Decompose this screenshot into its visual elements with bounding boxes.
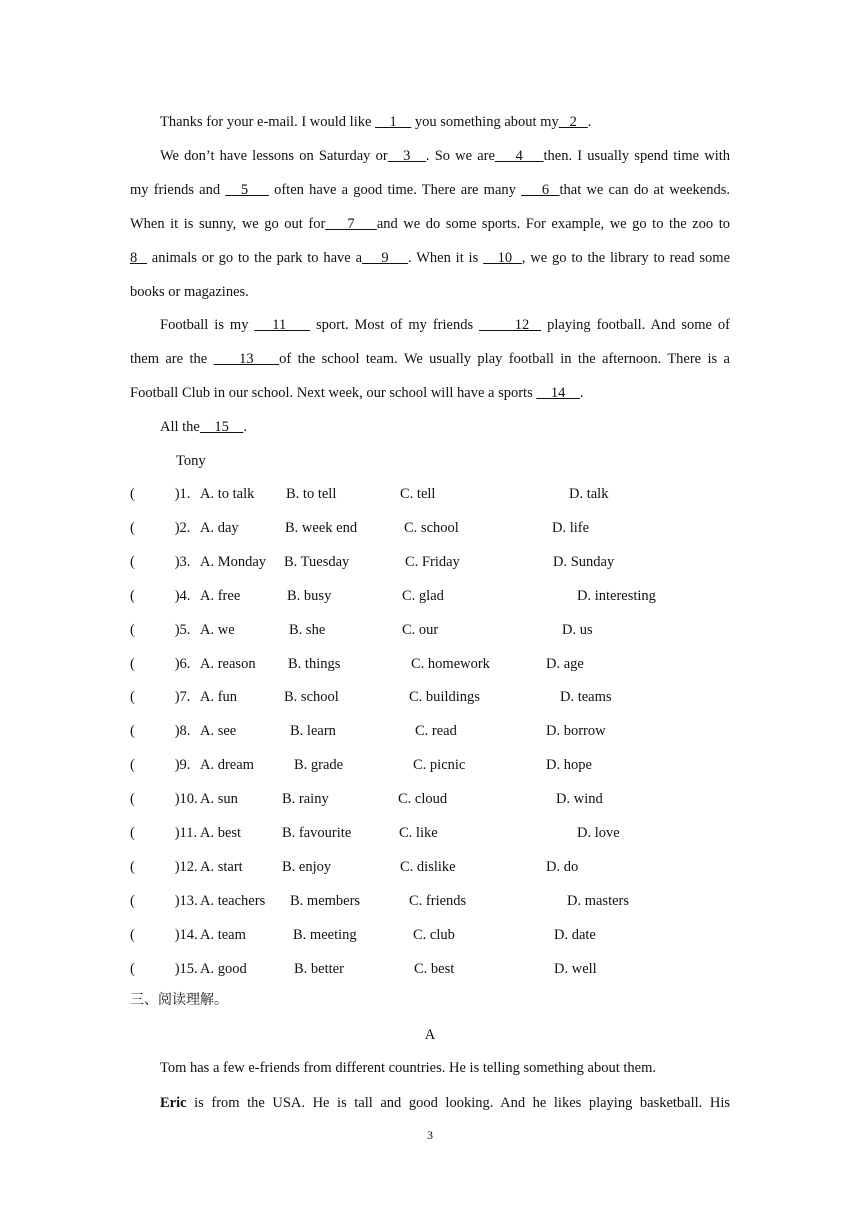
option-c: C. Friday xyxy=(405,553,460,570)
text: you something about my xyxy=(411,114,559,130)
blank-12: 12 xyxy=(479,317,542,333)
option-d: D. do xyxy=(546,858,579,875)
letter-paragraph-2-line-3 xyxy=(130,214,730,234)
option-a: A. teachers xyxy=(200,892,266,909)
option-d: D. wind xyxy=(556,791,603,808)
question-number: ( )12. xyxy=(130,858,198,875)
text: Football is my xyxy=(160,317,255,333)
option-a: A. team xyxy=(200,926,246,943)
option-b: B. better xyxy=(294,960,344,977)
text: and we do some sports. For example, we go to the zoo to xyxy=(376,216,730,232)
option-b: B. to tell xyxy=(286,486,337,502)
blank-11: 11 xyxy=(254,317,311,333)
option-row xyxy=(130,620,730,640)
passage-intro: Tom has a few e-friends from different countries. He is telling something about them. xyxy=(160,1060,657,1076)
option-b: B. meeting xyxy=(293,926,357,943)
option-d: D. teams xyxy=(560,689,612,706)
option-a: A. sun xyxy=(200,791,238,808)
blank-15: 15 xyxy=(199,419,244,435)
option-row xyxy=(130,586,730,606)
letter-paragraph-1 xyxy=(160,112,730,132)
option-d: D. talk xyxy=(569,486,609,502)
option-c: C. tell xyxy=(400,486,436,502)
letter-paragraph-2-line-2 xyxy=(130,180,730,200)
letter-paragraph-2-line-5 xyxy=(130,282,730,302)
option-row xyxy=(130,823,730,843)
option-d: D. date xyxy=(554,926,596,943)
question-number: ( )1. xyxy=(130,486,191,502)
question-number: ( )13. xyxy=(130,892,198,909)
option-c: C. read xyxy=(415,723,457,740)
letter-paragraph-3-line-2 xyxy=(130,349,730,369)
option-b: B. she xyxy=(289,621,326,638)
letter-paragraph-3-line-1 xyxy=(160,315,730,335)
option-a: A. dream xyxy=(200,757,254,774)
option-b: B. week end xyxy=(285,519,358,536)
option-d: D. us xyxy=(562,621,593,638)
option-c: C. picnic xyxy=(413,757,466,774)
text: . When it is xyxy=(408,250,484,266)
option-row xyxy=(130,654,730,674)
letter-signature: Tony xyxy=(176,453,206,469)
text: of the school team. We usually play football in the afternoon. There is a xyxy=(279,351,730,367)
page-number: 3 xyxy=(427,1128,433,1142)
option-d: D. age xyxy=(546,655,584,672)
option-row xyxy=(130,484,730,504)
blank-2: 2 xyxy=(558,114,588,130)
option-d: D. interesting xyxy=(577,587,656,604)
option-c: C. friends xyxy=(409,892,467,909)
option-c: C. homework xyxy=(411,655,490,672)
option-b: B. rainy xyxy=(282,791,329,808)
question-number: ( )4. xyxy=(130,587,191,604)
text: books or magazines. xyxy=(130,284,249,300)
blank-7: 7 xyxy=(325,216,377,232)
option-b: B. members xyxy=(290,892,361,909)
option-a: A. free xyxy=(200,587,241,604)
text: . So we are xyxy=(425,148,495,164)
option-a: A. day xyxy=(200,519,239,536)
option-d: D. hope xyxy=(546,757,592,774)
letter-paragraph-2-line-1 xyxy=(160,146,730,166)
option-c: C. school xyxy=(404,519,459,536)
question-number: ( )15. xyxy=(130,960,198,977)
blank-1: 1 xyxy=(375,114,412,130)
option-a: A. good xyxy=(200,960,247,977)
option-row xyxy=(130,552,730,572)
blank-13: 13 xyxy=(213,351,280,367)
text: Football Club in our school. Next week, our school will have a sports xyxy=(130,385,537,401)
option-c: C. glad xyxy=(402,587,444,604)
option-b: B. things xyxy=(288,655,341,672)
question-number: ( )5. xyxy=(130,621,191,638)
text: them are the xyxy=(130,351,214,367)
text: , we go to the library to read some xyxy=(521,250,731,266)
option-a: A. reason xyxy=(200,655,256,672)
text: We don’t have lessons on Saturday or xyxy=(160,148,388,164)
option-c: C. cloud xyxy=(398,791,448,808)
option-b: B. enjoy xyxy=(282,858,332,875)
letter-paragraph-4 xyxy=(160,417,730,437)
passage-eric-line xyxy=(160,1093,730,1113)
option-c: C. club xyxy=(413,926,455,943)
blank-14: 14 xyxy=(536,385,580,401)
option-row xyxy=(130,857,730,877)
blank-8: 8 xyxy=(130,250,147,266)
option-c: C. dislike xyxy=(400,858,456,875)
option-row xyxy=(130,755,730,775)
text: often have a good time. There are many xyxy=(268,182,522,198)
option-row xyxy=(130,789,730,809)
option-row xyxy=(130,687,730,707)
option-d: D. borrow xyxy=(546,723,606,740)
text: is from the USA. He is tall and good looking. And he likes playing basketball. His xyxy=(186,1095,730,1111)
passage-label: A xyxy=(424,1027,436,1043)
question-number: ( )6. xyxy=(130,655,191,672)
option-b: B. learn xyxy=(290,723,336,740)
option-d: D. love xyxy=(577,825,620,841)
question-number: ( )11. xyxy=(130,825,198,841)
option-d: D. well xyxy=(554,960,597,977)
option-d: D. Sunday xyxy=(553,553,615,570)
question-number: ( )10. xyxy=(130,791,198,808)
option-c: C. buildings xyxy=(409,689,480,706)
option-a: A. start xyxy=(200,858,243,875)
option-row xyxy=(130,925,730,945)
option-b: B. busy xyxy=(287,587,332,604)
text: my friends and xyxy=(130,182,226,198)
question-number: ( )2. xyxy=(130,519,191,536)
option-row xyxy=(130,959,730,979)
section-heading: 三、阅读理解。 xyxy=(130,992,228,1008)
option-c: C. best xyxy=(414,960,455,977)
option-a: A. Monday xyxy=(200,553,267,570)
option-b: B. grade xyxy=(294,757,344,774)
text: All the xyxy=(160,419,200,435)
text: that we can do at weekends. xyxy=(559,182,730,198)
question-number: ( )8. xyxy=(130,723,191,740)
option-a: A. fun xyxy=(200,689,238,706)
text: then. I usually spend time with xyxy=(543,148,731,164)
question-number: ( )7. xyxy=(130,689,191,706)
question-number: ( )9. xyxy=(130,757,191,774)
blank-6: 6 xyxy=(521,182,560,198)
text: . xyxy=(579,385,584,401)
option-row xyxy=(130,721,730,741)
option-row xyxy=(130,891,730,911)
blank-4: 4 xyxy=(494,148,544,164)
option-a: A. see xyxy=(200,723,237,740)
letter-paragraph-2-line-4 xyxy=(130,248,730,268)
option-c: C. like xyxy=(399,825,438,841)
option-a: A. best xyxy=(200,825,242,841)
text: animals or go to the park to have a xyxy=(146,250,363,266)
option-b: B. Tuesday xyxy=(284,553,350,570)
text: playing football. And some of xyxy=(541,317,731,333)
text: . xyxy=(243,419,247,435)
option-d: D. masters xyxy=(567,892,630,909)
text: . xyxy=(587,114,592,130)
option-b: B. favourite xyxy=(282,825,352,841)
text: When it is sunny, we go out for xyxy=(130,216,326,232)
blank-5: 5 xyxy=(225,182,269,198)
option-b: B. school xyxy=(284,689,339,706)
blank-3: 3 xyxy=(387,148,426,164)
option-a: A. we xyxy=(200,621,235,638)
option-d: D. life xyxy=(552,519,590,536)
text: Thanks for your e-mail. I would like xyxy=(160,114,376,130)
option-row xyxy=(130,518,730,538)
question-number: ( )14. xyxy=(130,926,198,943)
letter-paragraph-3-line-3 xyxy=(130,383,730,403)
eric-name: Eric xyxy=(160,1095,187,1111)
question-number: ( )3. xyxy=(130,553,191,570)
text: sport. Most of my friends xyxy=(310,317,480,333)
option-c: C. our xyxy=(402,621,439,638)
option-a: A. to talk xyxy=(200,486,255,502)
blank-9: 9 xyxy=(362,250,408,266)
blank-10: 10 xyxy=(483,250,522,266)
